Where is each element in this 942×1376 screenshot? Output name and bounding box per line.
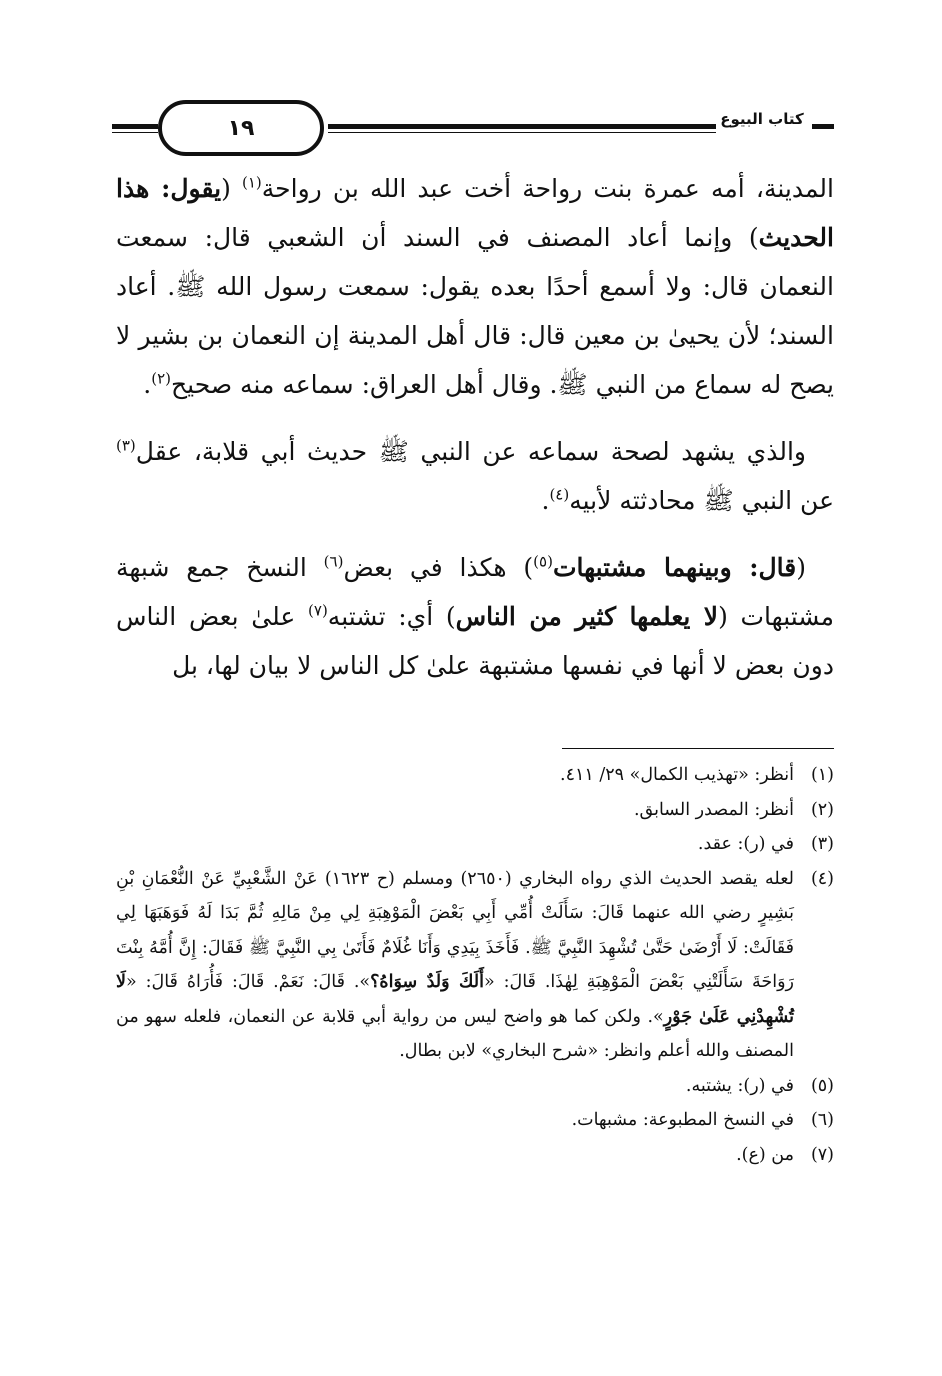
paragraph-1 xyxy=(116,164,834,409)
paragraph-2 xyxy=(116,427,834,525)
footnote-ref-1: (١) xyxy=(242,173,262,192)
text-run: ) وإنما أعاد المصنف في السند أن الشعبي قال: سمعت النعمان قال: ولا أسمع أحدًا بعده يقول: سمعت رسول الله ﷺ. أعاد السند؛ لأن يحيىٰ بن معين قال: قال أهل المدينة إن النعمان بن بشير لا يصح له سماع من النبي ﷺ. وقال أهل العراق: سماعه منه صحيح xyxy=(116,223,834,399)
footnote-ref-2: (٢) xyxy=(151,369,172,388)
text-run: . xyxy=(541,486,550,515)
bold-quote: يقول: هذا الحديث xyxy=(116,174,834,252)
footnote-1 xyxy=(116,758,834,793)
footnote-ref-6: (٦) xyxy=(323,552,344,571)
text-run: ) هكذا في بعض xyxy=(343,553,534,582)
footnote-number: (٦) xyxy=(810,1110,834,1130)
footnote-6 xyxy=(116,1103,834,1138)
footnote-4 xyxy=(116,862,834,1069)
footnote-text: لعله يقصد الحديث الذي رواه البخاري (٢٦٥٠) ومسلم (ح ١٦٢٣) عَنْ الشَّعْبِيِّ عَنْ النُّعْمَانِ بْنِ بَشِيرٍ رضي الله عنهما قَالَ: سَأَلَتْ أُمِّي أَبِي بَعْضَ الْمَوْهِبَةِ لِي مِنْ مَالِهِ ثُمَّ بَدَا لَهُ فَوَهَبَهَا لِي فَقَالَتْ: لَا أَرْضَىٰ حَتَّىٰ تُشْهِدَ النَّبِيَّ ﷺ. فَأَخَذَ بِيَدِي وَأَنَا غُلَامٌ فَأَتَىٰ بِي النَّبِيَّ ﷺ فَقَالَ: إِنَّ أُمَّهُ بِنْتَ رَوَاحَةَ سَأَلَتْنِي بَعْضَ الْمَوْهِبَةِ لِهٰذَا. قَالَ: « xyxy=(116,868,794,992)
header-rule-left xyxy=(112,124,158,129)
footnote-text: في (ر): يشتبه. xyxy=(685,1075,794,1096)
footnote-number: (٣) xyxy=(810,834,834,854)
footnote-number: (٥) xyxy=(810,1075,834,1096)
chapter-title: كتاب البيوع xyxy=(720,110,804,128)
text-run: ( xyxy=(221,174,242,203)
footnote-text: ». قَالَ: نَعَمْ. قَالَ: فَأُرَاهُ قَالَ: « xyxy=(125,972,371,992)
footnotes xyxy=(116,758,834,1172)
footnote-ref-7: (٧) xyxy=(308,601,328,620)
footnote-text: ». ولكن كما هو واضح ليس من رواية أبي قلابة عن النعمان، فلعله سهو من المصنف والله أعلم وانظر: «شرح البخاري» لابن بطال. xyxy=(116,1006,794,1061)
footnote-ref-4: (٤) xyxy=(549,485,570,504)
footnote-text: أنظر: «تهذيب الكمال» ٢٩/ ٤١١. xyxy=(559,765,794,785)
text-run: عن النبي ﷺ محادثته لأبيه xyxy=(569,486,834,515)
footnote-5 xyxy=(116,1069,834,1104)
bold-quote: لا يعلمها كثير من الناس xyxy=(455,602,719,631)
footnote-number: (١) xyxy=(810,765,834,785)
running-header xyxy=(112,96,834,160)
text-run: والذي يشهد لصحة سماعه عن النبي ﷺ حديث أبي قلابة، عقل xyxy=(135,437,806,466)
header-rule-left-thin xyxy=(112,132,158,133)
header-rule-middle xyxy=(328,124,716,129)
text-run: علىٰ بعض الناس دون بعض لا أنها في نفسها مشتبهة علىٰ كل الناس لا بيان لها، بل xyxy=(116,602,834,680)
footnote-text: في النسخ المطبوعة: مشبهات. xyxy=(571,1110,794,1130)
text-run: ) أي: تشتبه xyxy=(327,602,456,631)
footnote-number: (٤) xyxy=(810,868,834,889)
page-number: ١٩ xyxy=(227,115,255,141)
footnote-number: (٧) xyxy=(810,1144,834,1165)
text-run: المدينة، أمه عمرة بنت رواحة أخت عبد الله بن رواحة xyxy=(261,174,834,203)
footnote-text: أنظر: المصدر السابق. xyxy=(633,799,794,820)
paragraph-3 xyxy=(116,543,834,690)
text-run: النسخ جمع شبهة مشتبهات ( xyxy=(116,553,834,631)
footnote-ref-3: (٣) xyxy=(116,436,136,455)
header-rule-middle-thin xyxy=(328,132,716,133)
text-run: ( xyxy=(796,553,806,582)
main-text xyxy=(116,164,834,708)
footnote-separator xyxy=(562,748,834,749)
footnote-bold-quote: أَلَكَ وَلَدٌ سِوَاهُ؟ xyxy=(370,972,484,992)
header-rule-right-stub xyxy=(812,124,834,129)
footnote-text: من (ع). xyxy=(736,1144,794,1165)
footnote-number: (٢) xyxy=(810,799,834,820)
bold-quote: قال: وبينهما مشتبهات xyxy=(552,553,797,582)
page-number-badge xyxy=(158,100,324,156)
footnote-bold-quote: لَا تُشْهِدْنِي عَلَىٰ جَوْرٍ xyxy=(116,972,794,1027)
text-run: . xyxy=(143,370,152,399)
footnote-7 xyxy=(116,1138,834,1173)
footnote-ref-5: (٥) xyxy=(533,552,553,571)
footnote-text: في (ر): عقد. xyxy=(697,834,794,854)
footnote-3 xyxy=(116,827,834,862)
footnote-2 xyxy=(116,793,834,828)
